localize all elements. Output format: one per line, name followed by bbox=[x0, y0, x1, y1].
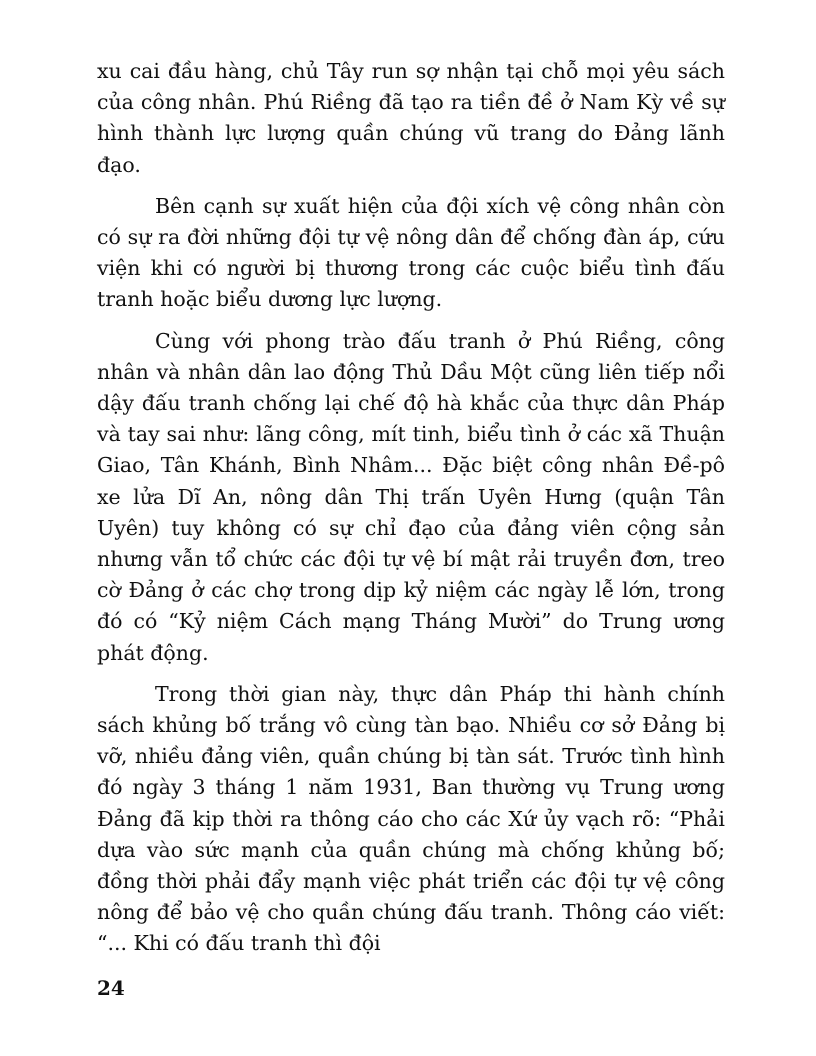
page-number: 24 bbox=[97, 976, 125, 1000]
paragraph-continued: xu cai đầu hàng, chủ Tây run sợ nhận tại chỗ mọi yêu sách của công nhân. Phú Riềng đã tạo ra tiền đề ở Nam Kỳ về sự hình thành lực lượng quần chúng vũ trang do Đảng lãnh đạo. bbox=[97, 59, 725, 177]
paragraph: Trong thời gian này, thực dân Pháp thi hành chính sách khủng bố trắng vô cùng tàn bạo. Nhiều cơ sở Đảng bị vỡ, nhiều đảng viên, quần chúng bị tàn sát. Trước tình hình đó ngày 3 tháng 1 năm 1931, Ban thường vụ Trung ương Đảng đã kịp thời ra thông cáo cho các Xứ ủy vạch rõ: “Phải dựa vào sức mạnh của quần chúng mà chống khủng bố; đồng thời phải đẩy mạnh việc phát triển các đội tự vệ công nông để bảo vệ cho quần chúng đấu tranh. Thông cáo viết: “... Khi có đấu tranh thì đội bbox=[97, 681, 725, 956]
paragraph: Cùng với phong trào đấu tranh ở Phú Riềng, công nhân và nhân dân lao động Thủ Dầu Một cũng liên tiếp nổi dậy đấu tranh chống lại chế độ hà khắc của thực dân Pháp và tay sai như: lãng công, mít tinh, biểu tình ở các xã Thuận Giao, Tân Khánh, Bình Nhâm... Đặc biệt công nhân Đề-pô xe lửa Dĩ An, nông dân Thị trấn Uyên Hưng (quận Tân Uyên) tuy không có sự chỉ đạo của đảng viên cộng sản nhưng vẫn tổ chức các đội tự vệ bí mật rải truyền đơn, treo cờ Đảng ở các chợ trong dịp kỷ niệm các ngày lễ lớn, trong đó có “Kỷ niệm Cách mạng Tháng Mười” do Trung ương phát động. bbox=[97, 328, 725, 665]
body-text bbox=[97, 56, 725, 970]
paragraph: Bên cạnh sự xuất hiện của đội xích vệ công nhân còn có sự ra đời những đội tự vệ nông dân để chống đàn áp, cứu viện khi có người bị thương trong các cuộc biểu tình đấu tranh hoặc biểu dương lực lượng. bbox=[97, 193, 725, 312]
